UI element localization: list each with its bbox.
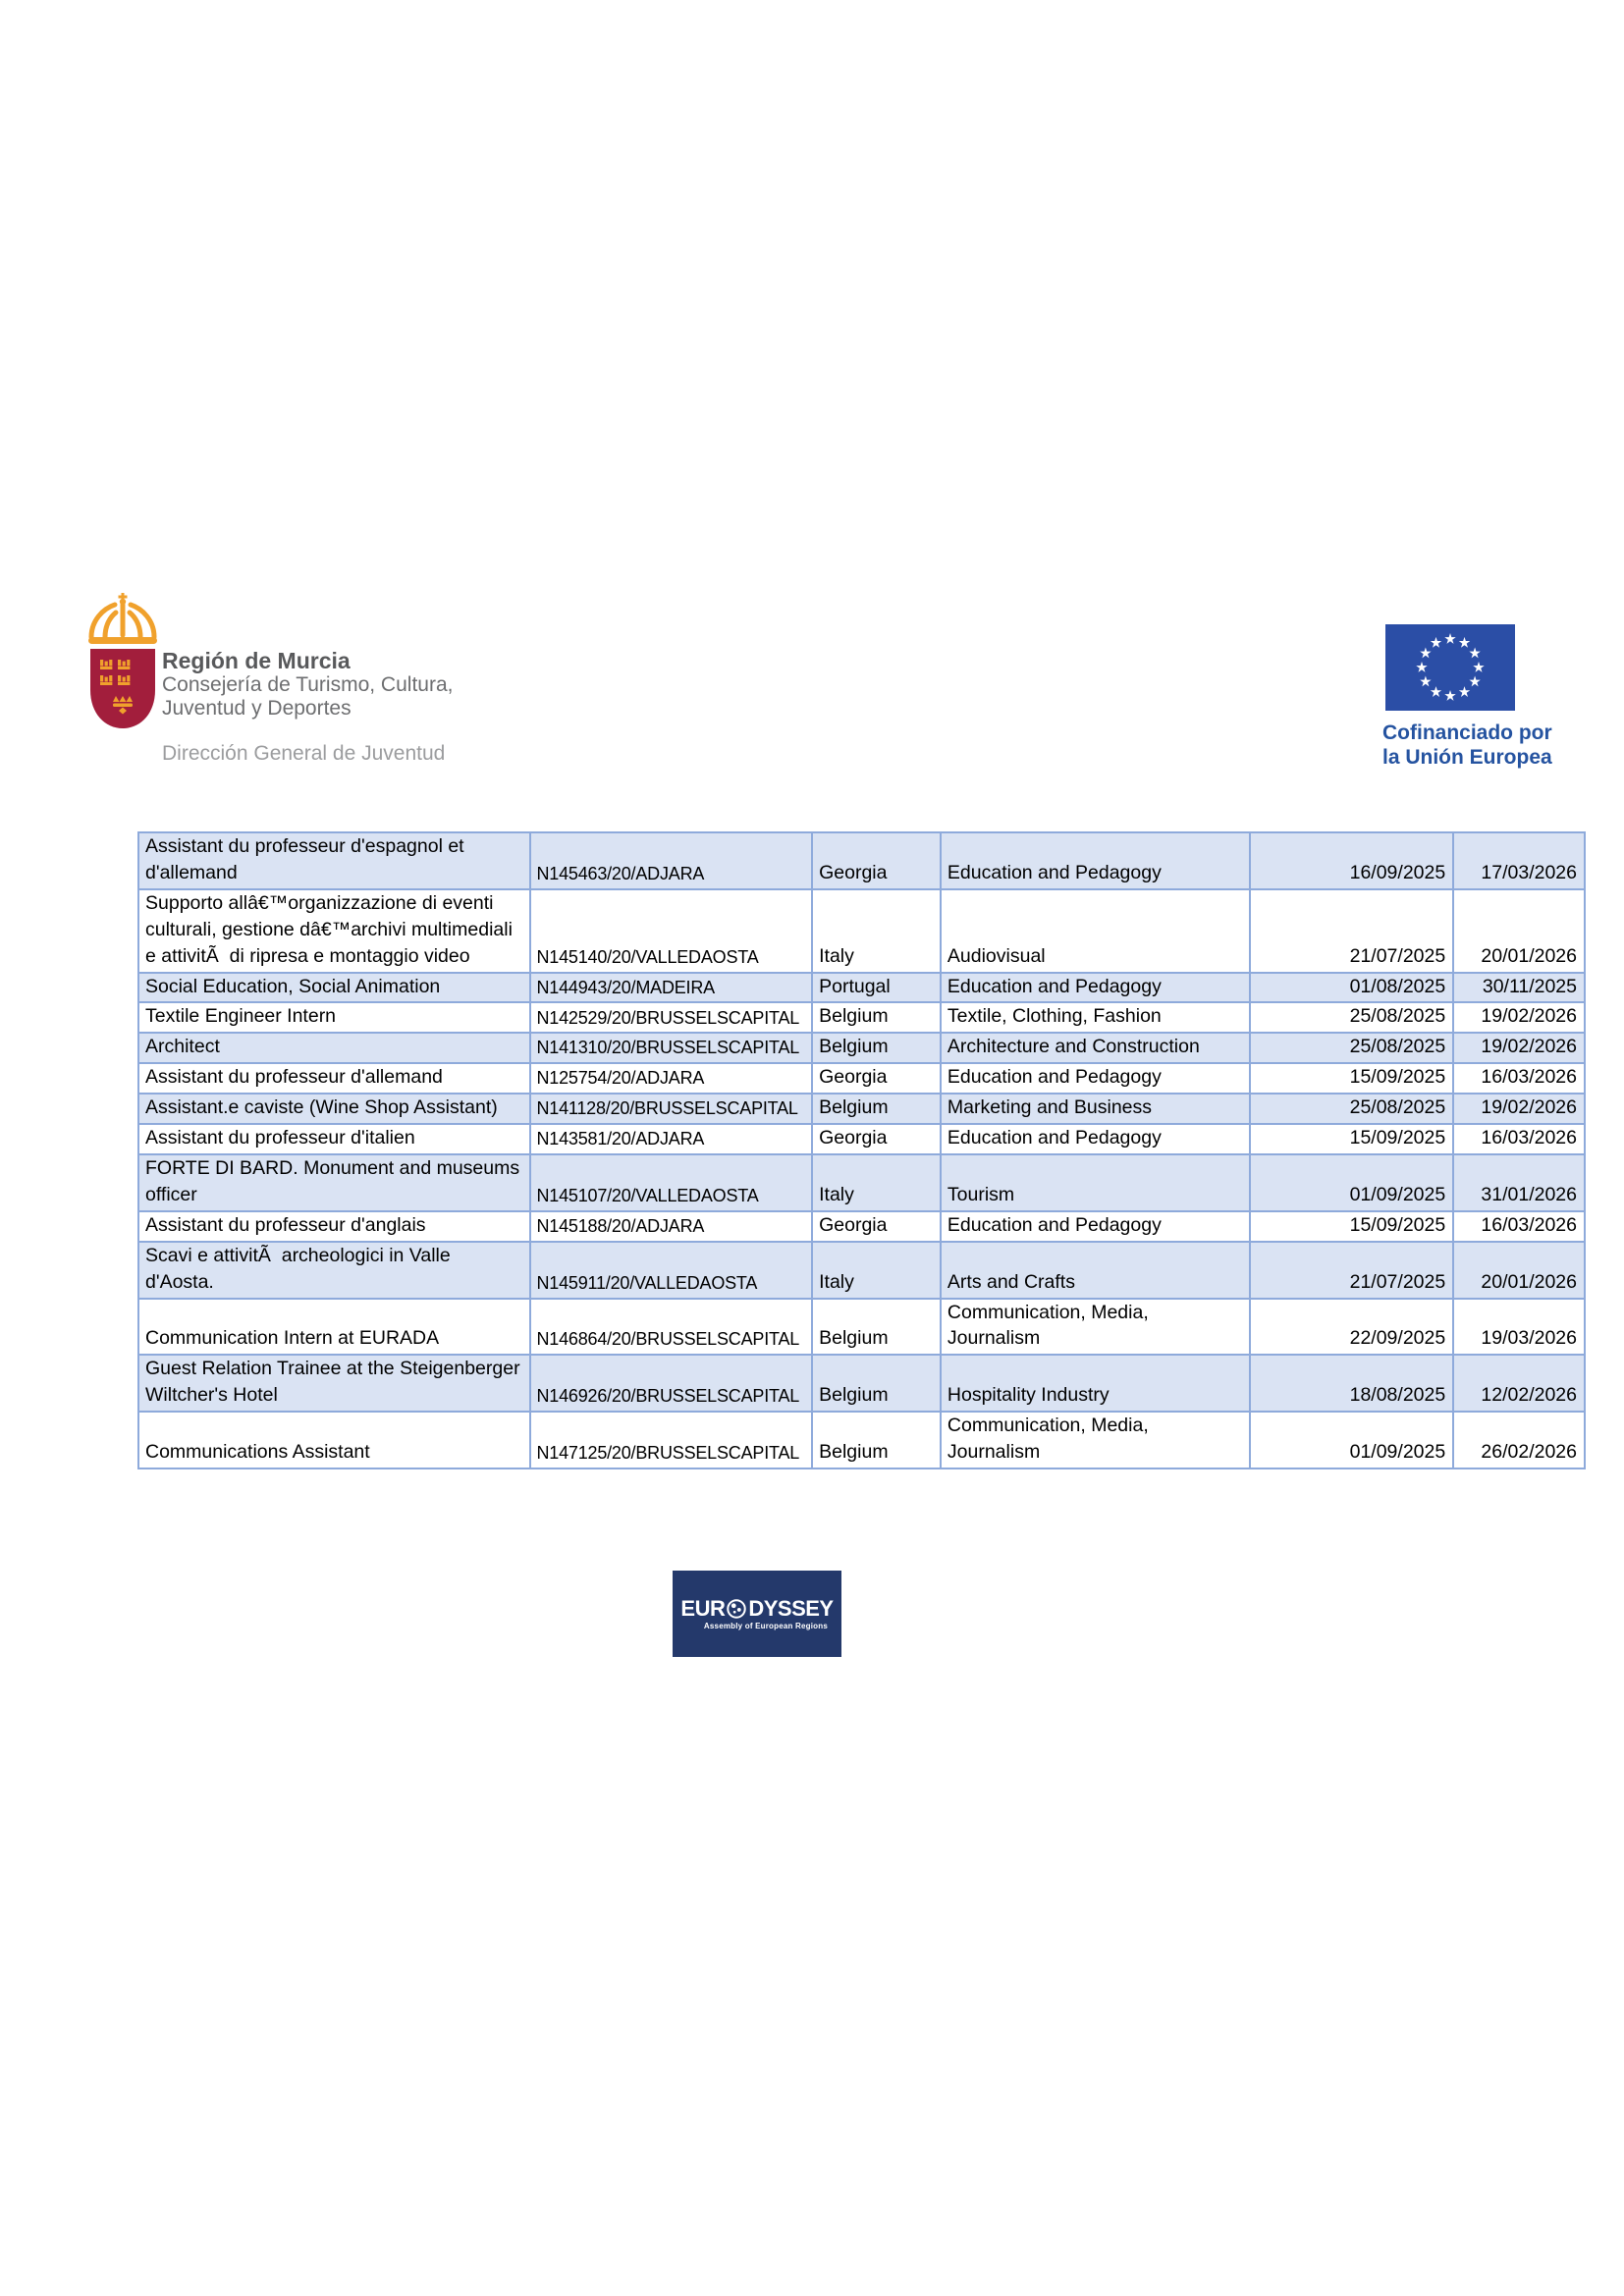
cell-country: Belgium xyxy=(812,1412,941,1468)
cell-title: Social Education, Social Animation xyxy=(138,973,530,1003)
table-row xyxy=(138,1002,1585,1033)
cell-start-date: 25/08/2025 xyxy=(1250,1002,1454,1033)
cell-end-date: 20/01/2026 xyxy=(1453,889,1585,973)
offers-table-container xyxy=(137,831,1586,1469)
cell-country: Georgia xyxy=(812,832,941,889)
cell-start-date: 22/09/2025 xyxy=(1250,1299,1454,1356)
table-row xyxy=(138,1033,1585,1063)
cell-end-date: 20/01/2026 xyxy=(1453,1242,1585,1299)
eu-cofinance-block xyxy=(1382,624,1579,770)
cell-end-date: 16/03/2026 xyxy=(1453,1211,1585,1242)
cell-start-date: 15/09/2025 xyxy=(1250,1124,1454,1154)
cell-reference: N141310/20/BRUSSELSCAPITAL xyxy=(530,1033,812,1063)
cell-end-date: 16/03/2026 xyxy=(1453,1124,1585,1154)
cell-category: Education and Pedagogy xyxy=(941,832,1250,889)
cell-category: Textile, Clothing, Fashion xyxy=(941,1002,1250,1033)
table-row xyxy=(138,1242,1585,1299)
murcia-direction: Dirección General de Juventud xyxy=(162,741,446,765)
table-row xyxy=(138,1211,1585,1242)
cell-reference: N146864/20/BRUSSELSCAPITAL xyxy=(530,1299,812,1356)
cell-country: Portugal xyxy=(812,973,941,1003)
cell-start-date: 16/09/2025 xyxy=(1250,832,1454,889)
cell-reference: N125754/20/ADJARA xyxy=(530,1063,812,1094)
cell-reference: N142529/20/BRUSSELSCAPITAL xyxy=(530,1002,812,1033)
cell-end-date: 12/02/2026 xyxy=(1453,1355,1585,1412)
cell-category: Tourism xyxy=(941,1154,1250,1211)
cell-end-date: 16/03/2026 xyxy=(1453,1063,1585,1094)
cell-title: FORTE DI BARD. Monument and museums officer xyxy=(138,1154,530,1211)
offers-table-body xyxy=(138,832,1585,1468)
cell-country: Italy xyxy=(812,1154,941,1211)
cell-country: Belgium xyxy=(812,1299,941,1356)
cell-title: Supporto allâ€™organizzazione di eventi culturali, gestione dâ€™archivi multimediali e attivitÃ di ripresa e montaggio video xyxy=(138,889,530,973)
cell-country: Belgium xyxy=(812,1094,941,1124)
cell-reference: N145463/20/ADJARA xyxy=(530,832,812,889)
cell-start-date: 01/08/2025 xyxy=(1250,973,1454,1003)
cell-category: Education and Pedagogy xyxy=(941,973,1250,1003)
cell-end-date: 26/02/2026 xyxy=(1453,1412,1585,1468)
cell-start-date: 21/07/2025 xyxy=(1250,1242,1454,1299)
cell-country: Georgia xyxy=(812,1124,941,1154)
cell-title: Textile Engineer Intern xyxy=(138,1002,530,1033)
table-row xyxy=(138,832,1585,889)
cell-end-date: 19/02/2026 xyxy=(1453,1094,1585,1124)
cell-start-date: 18/08/2025 xyxy=(1250,1355,1454,1412)
cell-reference: N145107/20/VALLEDAOSTA xyxy=(530,1154,812,1211)
eurodyssey-globe-icon xyxy=(726,1598,747,1620)
table-row xyxy=(138,1124,1585,1154)
eu-cofinance-text xyxy=(1382,721,1579,770)
table-row xyxy=(138,1412,1585,1468)
table-row xyxy=(138,1154,1585,1211)
cell-country: Italy xyxy=(812,1242,941,1299)
eurodyssey-text-dyssey: DYSSEY xyxy=(748,1595,834,1621)
cell-country: Belgium xyxy=(812,1002,941,1033)
cell-end-date: 17/03/2026 xyxy=(1453,832,1585,889)
cell-start-date: 15/09/2025 xyxy=(1250,1063,1454,1094)
eurodyssey-logo xyxy=(673,1571,841,1657)
cell-title: Assistant.e caviste (Wine Shop Assistant) xyxy=(138,1094,530,1124)
table-row xyxy=(138,1299,1585,1356)
cell-title: Assistant du professeur d'anglais xyxy=(138,1211,530,1242)
cell-reference: N147125/20/BRUSSELSCAPITAL xyxy=(530,1412,812,1468)
murcia-dept-line1: Consejería de Turismo, Cultura, xyxy=(162,673,454,697)
cell-title: Architect xyxy=(138,1033,530,1063)
eu-cofinance-line1: Cofinanciado por xyxy=(1382,721,1552,744)
cell-reference: N145911/20/VALLEDAOSTA xyxy=(530,1242,812,1299)
cell-start-date: 01/09/2025 xyxy=(1250,1412,1454,1468)
cell-reference: N144943/20/MADEIRA xyxy=(530,973,812,1003)
table-row xyxy=(138,1063,1585,1094)
cell-title: Communications Assistant xyxy=(138,1412,530,1468)
cell-title: Assistant du professeur d'italien xyxy=(138,1124,530,1154)
cell-category: Marketing and Business xyxy=(941,1094,1250,1124)
murcia-dept-line2: Juventud y Deportes xyxy=(162,697,352,721)
offers-table xyxy=(137,831,1586,1469)
cell-end-date: 19/03/2026 xyxy=(1453,1299,1585,1356)
eu-cofinance-line2: la Unión Europea xyxy=(1382,746,1552,770)
cell-title: Communication Intern at EURADA xyxy=(138,1299,530,1356)
cell-category: Architecture and Construction xyxy=(941,1033,1250,1063)
eu-flag-icon xyxy=(1382,624,1518,711)
cell-reference: N146926/20/BRUSSELSCAPITAL xyxy=(530,1355,812,1412)
table-row xyxy=(138,1094,1585,1124)
cell-country: Georgia xyxy=(812,1063,941,1094)
table-row xyxy=(138,973,1585,1003)
cell-title: Scavi e attivitÃ archeologici in Valle d'Aosta. xyxy=(138,1242,530,1299)
table-row xyxy=(138,889,1585,973)
cell-country: Georgia xyxy=(812,1211,941,1242)
cell-category: Communication, Media, Journalism xyxy=(941,1299,1250,1356)
cell-country: Belgium xyxy=(812,1355,941,1412)
cell-start-date: 25/08/2025 xyxy=(1250,1094,1454,1124)
eurodyssey-wordmark xyxy=(680,1595,834,1621)
cell-country: Belgium xyxy=(812,1033,941,1063)
cell-reference: N143581/20/ADJARA xyxy=(530,1124,812,1154)
cell-end-date: 19/02/2026 xyxy=(1453,1033,1585,1063)
cell-title: Assistant du professeur d'allemand xyxy=(138,1063,530,1094)
table-row xyxy=(138,1355,1585,1412)
cell-category: Communication, Media, Journalism xyxy=(941,1412,1250,1468)
cell-category: Hospitality Industry xyxy=(941,1355,1250,1412)
cell-category: Education and Pedagogy xyxy=(941,1063,1250,1094)
cell-end-date: 31/01/2026 xyxy=(1453,1154,1585,1211)
cell-reference: N145140/20/VALLEDAOSTA xyxy=(530,889,812,973)
cell-reference: N145188/20/ADJARA xyxy=(530,1211,812,1242)
cell-end-date: 19/02/2026 xyxy=(1453,1002,1585,1033)
cell-title: Guest Relation Trainee at the Steigenberger Wiltcher's Hotel xyxy=(138,1355,530,1412)
cell-country: Italy xyxy=(812,889,941,973)
cell-category: Education and Pedagogy xyxy=(941,1211,1250,1242)
cell-category: Education and Pedagogy xyxy=(941,1124,1250,1154)
cell-reference: N141128/20/BRUSSELSCAPITAL xyxy=(530,1094,812,1124)
cell-start-date: 01/09/2025 xyxy=(1250,1154,1454,1211)
cell-title: Assistant du professeur d'espagnol et d'allemand xyxy=(138,832,530,889)
murcia-title: Región de Murcia xyxy=(162,648,351,673)
cell-start-date: 15/09/2025 xyxy=(1250,1211,1454,1242)
cell-category: Audiovisual xyxy=(941,889,1250,973)
murcia-coat-of-arms-icon xyxy=(83,592,162,734)
cell-start-date: 25/08/2025 xyxy=(1250,1033,1454,1063)
cell-end-date: 30/11/2025 xyxy=(1453,973,1585,1003)
cell-start-date: 21/07/2025 xyxy=(1250,889,1454,973)
eurodyssey-text-eur: EUR xyxy=(680,1595,726,1621)
eurodyssey-subtitle: Assembly of European Regions xyxy=(703,1621,828,1630)
cell-category: Arts and Crafts xyxy=(941,1242,1250,1299)
